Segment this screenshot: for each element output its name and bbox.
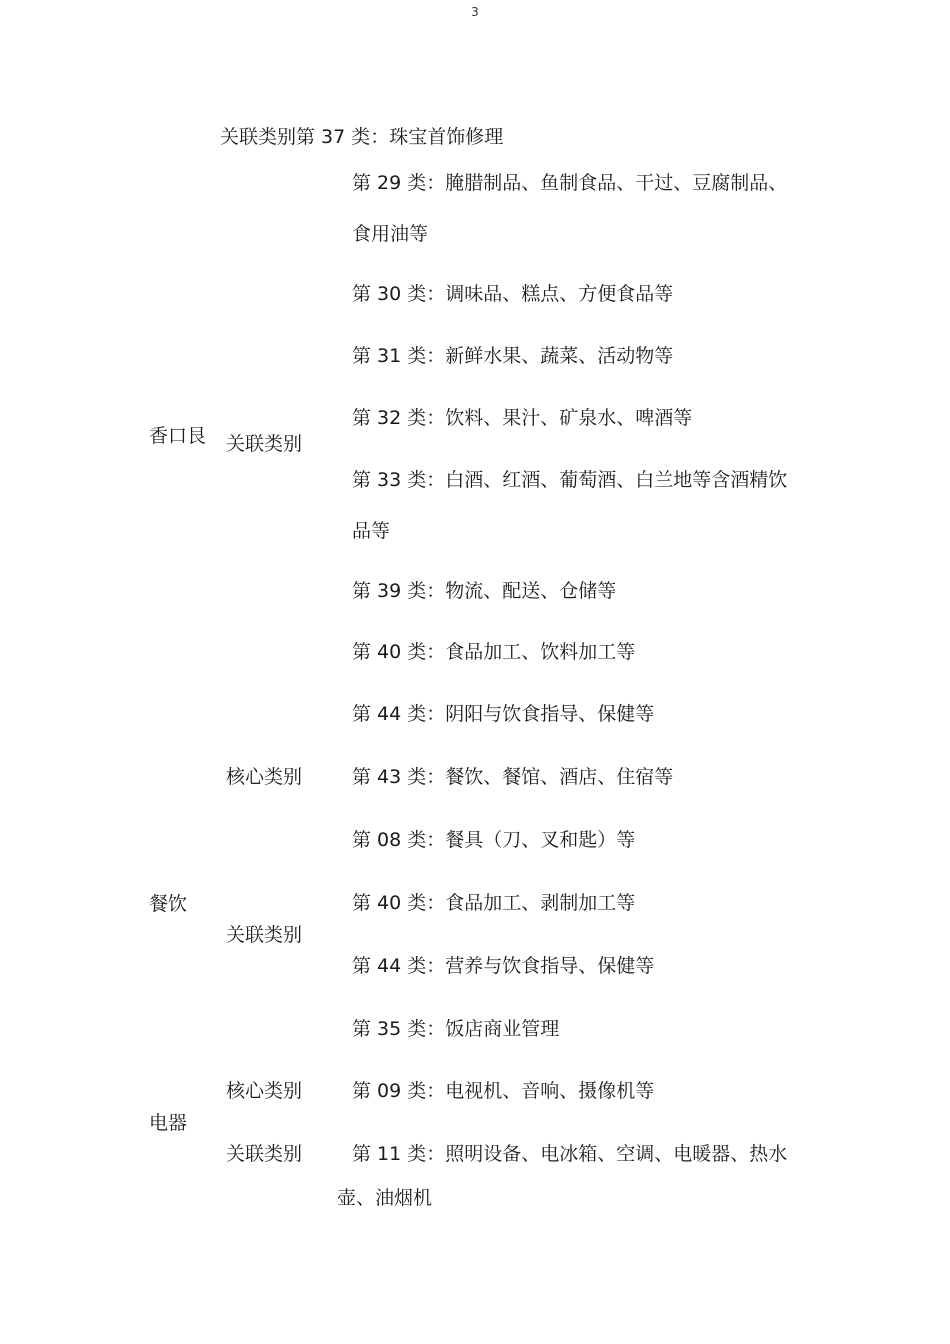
entry-line: 第 32 类：饮料、果汁、矿泉水、啤酒等 — [352, 407, 693, 429]
entry-line: 第 44 类：阴阳与饮食指导、保健等 — [352, 703, 655, 725]
group-label: 核心类别 — [226, 766, 303, 788]
entry-line: 食用油等 — [352, 223, 429, 245]
entry-line: 第 35 类：饭店商业管理 — [352, 1018, 560, 1040]
entry-line: 壶、油烟机 — [337, 1187, 433, 1209]
entry-line: 第 11 类：照明设备、电冰箱、空调、电暖器、热水 — [352, 1143, 788, 1165]
group-label: 关联类别 — [226, 924, 303, 946]
entry-line: 第 43 类：餐饮、餐馆、酒店、住宿等 — [352, 766, 674, 788]
group-label: 核心类别 — [226, 1080, 303, 1102]
entry-line: 第 09 类：电视机、音响、摄像机等 — [352, 1080, 655, 1102]
group-label: 关联类别 — [226, 1143, 303, 1165]
entry-line: 第 29 类：腌腊制品、鱼制食品、干过、豆腐制品、 — [352, 172, 788, 194]
entry-line: 品等 — [352, 520, 391, 542]
section-name: 香口艮 — [149, 425, 207, 447]
entry-line: 第 40 类：食品加工、剥制加工等 — [352, 892, 636, 914]
entry-line: 第 30 类：调味品、糕点、方便食品等 — [352, 283, 674, 305]
entry-line: 第 08 类：餐具（刀、叉和匙）等 — [352, 829, 636, 851]
section-name: 餐饮 — [149, 893, 188, 915]
entry-line: 第 39 类：物流、配送、仓储等 — [352, 580, 617, 602]
header-line: 关联类别第 37 类：珠宝首饰修理 — [220, 126, 504, 148]
page-number: 3 — [471, 5, 479, 19]
entry-line: 第 44 类：营养与饮食指导、保健等 — [352, 955, 655, 977]
entry-line: 第 40 类：食品加工、饮料加工等 — [352, 641, 636, 663]
entry-line: 第 31 类：新鲜水果、蔬菜、活动物等 — [352, 345, 674, 367]
group-label: 关联类别 — [226, 433, 303, 455]
entry-line: 第 33 类：白酒、红酒、葡萄酒、白兰地等含酒精饮 — [352, 469, 788, 491]
section-name: 电器 — [149, 1112, 188, 1134]
